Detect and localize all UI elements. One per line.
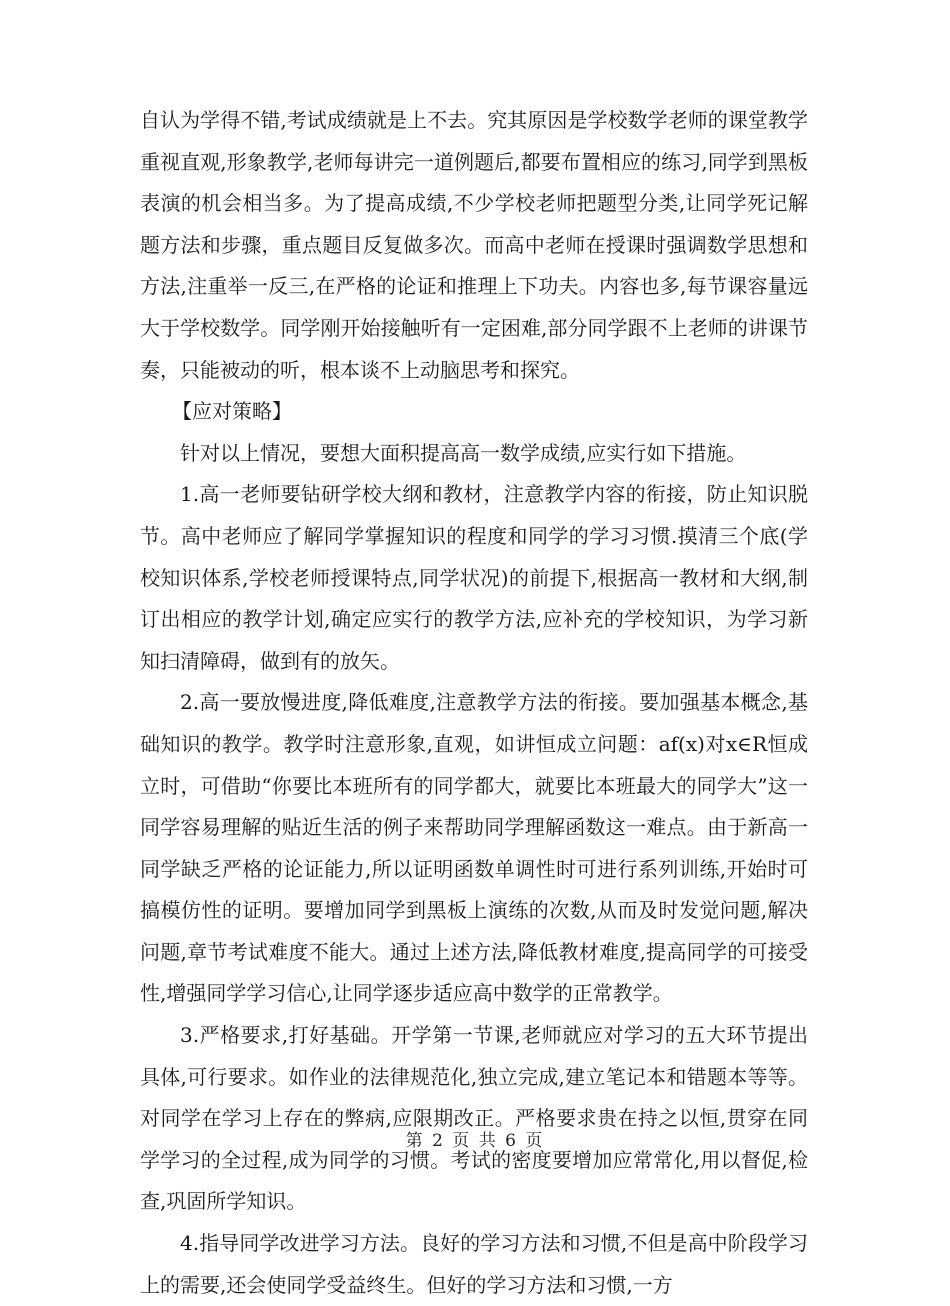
paragraph-intro-continuation: 自认为学得不错,考试成绩就是上不去。究其原因是学校数学老师的课堂教学重视直观,形象教学,老师每讲完一道例题后,都要布置相应的练习,同学到黑板表演的机会相当多。为了提高成绩,不少学校老师把题型分类,让同学死记解题方法和步骤，重点题目反复做多次。而高中老师在授课时强调数学思想和方法,注重举一反三,在严格的论证和推理上下功夫。内容也多,每节课容量远大于学校数学。同学刚开始接触听有一定困难,部分同学跟不上老师的讲课节奏，只能被动的听，根本谈不上动脑思考和探究。 [140, 108, 808, 382]
page-number-footer: 第 2 页 共 6 页 [405, 1131, 545, 1151]
paragraph-measures-intro: 针对以上情况，要想大面积提高高一数学成绩,应实行如下措施。 [180, 440, 747, 465]
paragraph-measure-3: 3.严格要求,打好基础。开学第一节课,老师就应对学习的五大环节提出具体,可行要求。如作业的法律规范化,独立完成,建立笔记本和错题本等等。对同学在学习上存在的弊病,应限期改正。严格要求贵在持之以恒,贯穿在同学学习的全过程,成为同学的习惯。考试的密度要增加应常常化,用以督促,检查,巩固所学知识。 [140, 1023, 808, 1214]
paragraph-measure-2: 2.高一要放慢进度,降低难度,注意教学方法的衔接。要加强基本概念,基础知识的教学。教学时注意形象,直观，如讲恒成立问题：af(x)对x∈R恒成立时，可借助“你要比本班所有的同学都大，就要比本班最大的同学大”这一同学容易理解的贴近生活的例子来帮助同学理解函数这一难点。由于新高一同学缺乏严格的论证能力,所以证明函数单调性时可进行系列训练,开始时可搞模仿性的证明。要增加同学到黑板上演练的次数,从而及时发觉问题,解决问题,章节考试难度不能大。通过上述方法,降低教材难度,提高同学的可接受性,增强同学学习信心,让同学逐步适应高中数学的正常教学。 [140, 690, 808, 1006]
section-heading-strategies: 【应对策略】 [172, 399, 292, 424]
paragraph-measure-1: 1.高一老师要钻研学校大纲和教材，注意教学内容的衔接，防止知识脱节。高中老师应了解同学掌握知识的程度和同学的学习习惯.摸清三个底(学校知识体系,学校老师授课特点,同学状况)的前提下,根据高一教材和大纲,制订出相应的教学计划,确定应实行的教学方法,应补充的学校知识，为学习新知扫清障碍，做到有的放矢。 [140, 482, 808, 673]
paragraph-measure-4: 4.指导同学改进学习方法。良好的学习方法和习惯,不但是高中阶段学习上的需要,还会使同学受益终生。但好的学习方法和习惯,一方 [140, 1231, 808, 1297]
